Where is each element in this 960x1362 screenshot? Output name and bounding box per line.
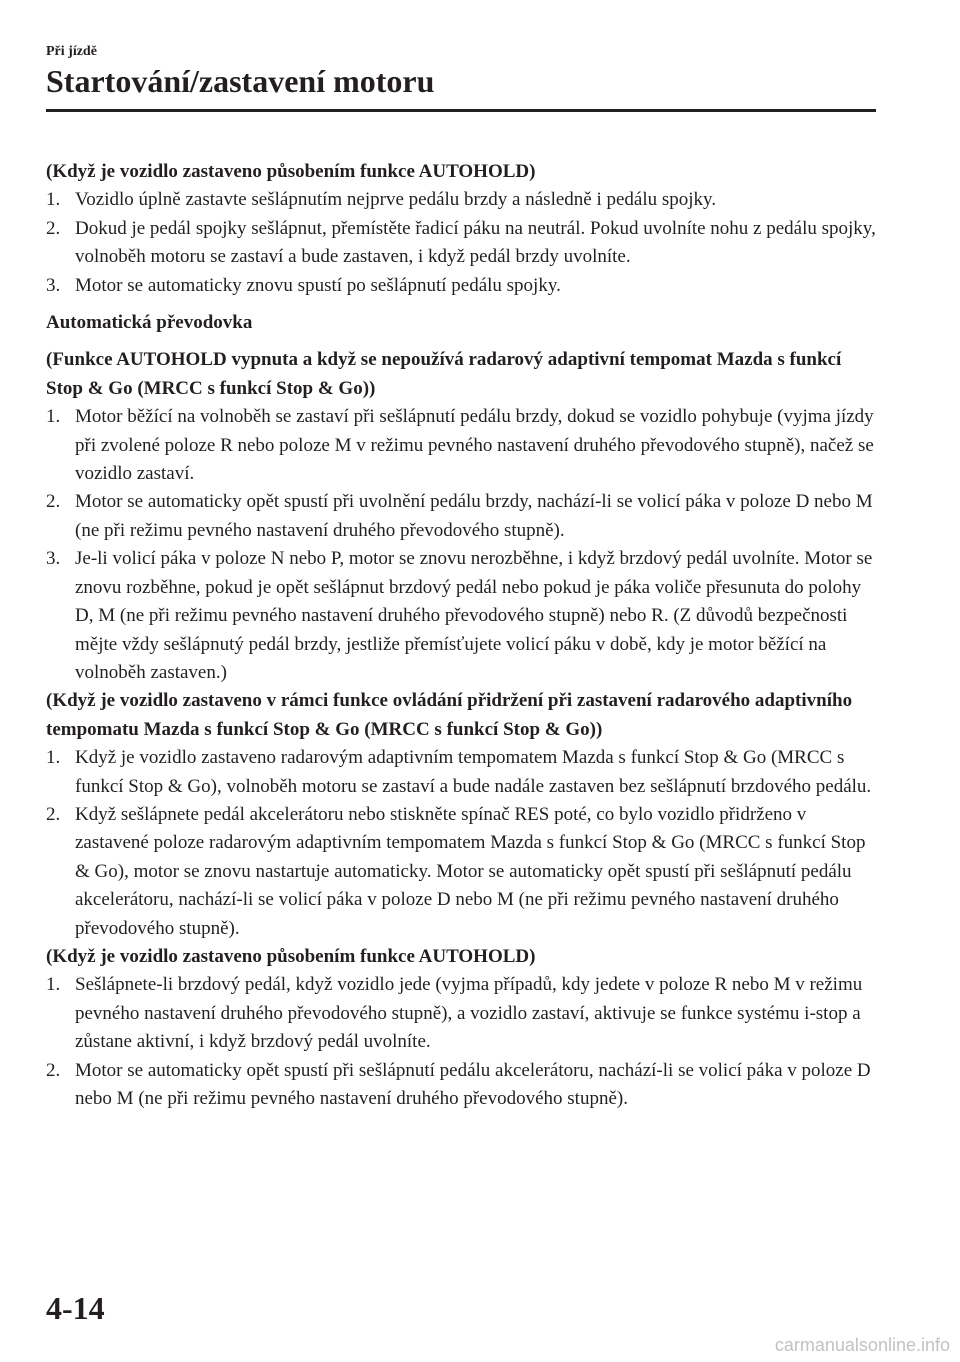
step-list [46, 403, 882, 687]
step-list [46, 971, 882, 1113]
item-text: Sešlápnete-li brzdový pedál, když vozidlo jede (vyjma případů, kdy jedete v poloze R nebo M v režimu pevného nastavení druhého převodového stupně), a vozidlo zastaví, aktivuje se funkce systému i-stop a zůstane aktivní, i když brzdový pedál uvolníte. [75, 974, 863, 1053]
list-item [46, 744, 882, 801]
header-divider [46, 109, 876, 112]
item-text: Když je vozidlo zastaveno radarovým adaptivním tempomatem Mazda s funkcí Stop & Go (MRCC s funkcí Stop & Go), volnoběh motoru se zastaví a bude nadále zastaven bez sešlápnutí brzdového pedálu. [75, 747, 872, 797]
block-heading: (Když je vozidlo zastaveno působením funkce AUTOHOLD) [46, 945, 536, 967]
item-text: Dokud je pedál spojky sešlápnut, přemístěte řadicí páku na neutrál. Pokud uvolníte nohu z pedálu spojky, volnoběh motoru se zastaví a bude zastaven, i když pedál brzdy uvolníte. [75, 217, 876, 268]
item-number: 1. [46, 974, 61, 996]
item-number: 3. [46, 548, 61, 570]
block-automatic-transmission [46, 309, 882, 337]
item-text: Motor se automaticky opět spustí při sešlápnutí pedálu akcelerátoru, nachází-li se volicí páka v poloze D nebo M (ne při režimu pevného nastavení druhého převodového stupně). [75, 1059, 871, 1109]
item-number: 2. [46, 491, 61, 513]
page-number: 4-14 [46, 1290, 105, 1326]
block-manual-autohold [46, 158, 882, 300]
list-item [46, 215, 882, 272]
subsection-heading: Automatická převodovka [46, 312, 253, 334]
block-autohold-off [46, 346, 882, 687]
item-number: 2. [46, 803, 61, 825]
block-automatic-autohold [46, 943, 882, 1113]
list-item [46, 488, 882, 545]
list-item [46, 403, 882, 488]
block-heading: (Když je vozidlo zastaveno v rámci funkce ovládání přidržení při zastavení radarového adaptivního tempomatu Mazda s funkcí Stop & Go (MRCC s funkcí Stop & Go)) [46, 690, 853, 740]
step-list [46, 744, 882, 943]
page-title: Startování/zastavení motoru [46, 63, 435, 99]
item-text: Motor se automaticky opět spustí při uvolnění pedálu brzdy, nachází-li se volicí páka v poloze D nebo M (ne při režimu pevného nastavení druhého převodového stupně). [75, 491, 873, 541]
item-text: Když sešlápnete pedál akcelerátoru nebo stiskněte spínač RES poté, co bylo vozidlo přidrženo v zastavené poloze radarovým adaptivním tempomatem Mazda s funkcí Stop & Go (MRCC s funkcí Stop & Go), motor se znovu nastartuje automaticky. Motor se automaticky opět spustí při sešlápnutí pedálu akcelerátoru, nachází-li se volicí páka v poloze D nebo M (ne při režimu pevného nastavení druhého převodového stupně). [75, 803, 866, 939]
item-text: Je-li volicí páka v poloze N nebo P, motor se znovu nerozběhne, i když brzdový pedál uvolníte. Motor se znovu rozběhne, pokud je opět sešlápnut brzdový pedál nebo pokud je páka voliče přesunuta do polohy D, M (ne při režimu pevného nastavení druhého převodového stupně) nebo R. (Z důvodů bezpečnosti mějte vždy sešlápnutý pedál brzdy, jestliže přemísťujete volicí páku v době, kdy je motor běžící na volnoběh zastaven.) [75, 548, 873, 683]
item-text: Motor se automaticky znovu spustí po sešlápnutí pedálu spojky. [75, 274, 561, 296]
page-header [46, 44, 876, 112]
item-number: 3. [46, 274, 61, 296]
section-label: Při jízdě [46, 44, 97, 59]
step-list [46, 186, 882, 300]
block-heading: (Když je vozidlo zastaveno působením funkce AUTOHOLD) [46, 161, 536, 182]
list-item [46, 1057, 882, 1114]
list-item [46, 801, 882, 943]
item-number: 1. [46, 406, 61, 428]
item-number: 1. [46, 189, 61, 211]
item-text: Motor běžící na volnoběh se zastaví při sešlápnutí pedálu brzdy, dokud se vozidlo pohybuje (vyjma jízdy při zvolené poloze R nebo poloze M v režimu pevného nastavení druhého převodového stupně), načež se vozidlo zastaví. [75, 406, 874, 485]
item-number: 2. [46, 1059, 61, 1081]
list-item [46, 186, 882, 214]
block-mrcc-stop-hold [46, 687, 882, 943]
item-number: 1. [46, 747, 61, 769]
block-heading: (Funkce AUTOHOLD vypnuta a když se nepoužívá radarový adaptivní tempomat Mazda s funkcí Stop & Go (MRCC s funkcí Stop & Go)) [46, 349, 842, 399]
main-content [46, 158, 882, 1113]
item-number: 2. [46, 217, 61, 239]
site-watermark: carmanualsonline.info [774, 1335, 950, 1355]
list-item [46, 272, 882, 300]
list-item [46, 545, 882, 687]
list-item [46, 971, 882, 1056]
item-text: Vozidlo úplně zastavte sešlápnutím nejprve pedálu brzdy a následně i pedálu spojky. [75, 189, 717, 211]
